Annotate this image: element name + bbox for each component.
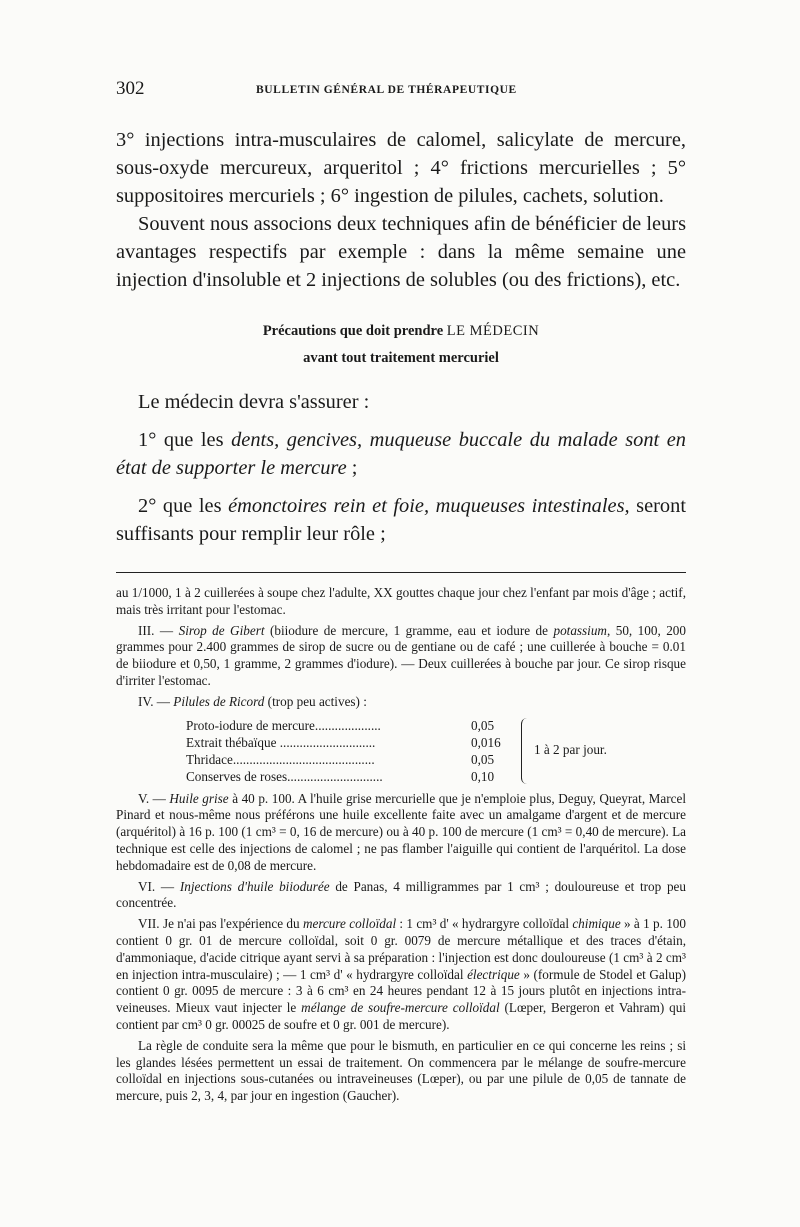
footnote-vii-em: mercure colloïdal bbox=[302, 916, 397, 932]
formula-row bbox=[186, 768, 606, 785]
formula-ingredient: Thridace........................................... bbox=[186, 751, 375, 767]
page bbox=[116, 78, 686, 1105]
footnote-divider bbox=[116, 572, 686, 573]
footnote-iv bbox=[116, 694, 686, 711]
formula-dose: 1 à 2 par jour. bbox=[534, 741, 607, 757]
footnote-vii bbox=[116, 916, 686, 1034]
item2-prefix: 2° que les bbox=[138, 495, 229, 517]
page-number: 302 bbox=[116, 78, 145, 99]
formula-quantity: 0,10 bbox=[471, 768, 495, 784]
running-title: BULLETIN GÉNÉRAL DE THÉRAPEUTIQUE bbox=[256, 84, 517, 96]
formula-ingredient: Proto-iodure de mercure.................... bbox=[186, 717, 381, 733]
footnote-vi-label: VI. — bbox=[138, 878, 180, 894]
item1-prefix: 1° que les bbox=[138, 429, 232, 451]
footnote-vii-text: : 1 cm³ d' « hydrargyre colloïdal bbox=[396, 916, 573, 932]
pill-formula bbox=[186, 717, 606, 785]
formula-ingredient: Conserves de roses............................. bbox=[186, 768, 383, 784]
footnote-vi-text: de Panas, 4 milligrammes par 1 cm³ ; douloureuse et trop peu concentrée. bbox=[116, 878, 686, 911]
footnote-vii-em: chimique bbox=[572, 916, 621, 932]
formula-brace bbox=[521, 718, 530, 784]
footnote-iii-text-2: , 50, 100, 200 grammes pour 2.400 grammes de sirop de sucre ou de gentiane ou de café ; une cuillerée à bouche = 0.01 de biiodure et 0,50, 1 gramme, 2 grammes d'iodure). — Deux cuillerées à bouche par jour. Ce sirop risque d'irriter l'estomac. bbox=[116, 622, 686, 688]
section-title-smallcaps: LE MÉDECIN bbox=[446, 323, 540, 339]
formula-row bbox=[186, 717, 606, 734]
footnote-vii-text: » à 1 p. 100 contient 0 gr. 01 de mercure colloïdal, soit 0 gr. 0079 de mercure métallique et des traces d'étain, d'ammoniaque, d'acide citrique ayant servi à sa préparation : l'injection est donc douloureuse (1 cm³ à 2 cm³ en injection intra-musculaire) ; — 1 cm³ d' « hydrargyre colloïdal bbox=[116, 916, 686, 982]
footnote-vii-text: Je n'ai pas l'expérience du bbox=[162, 916, 303, 932]
footnote-vii-em: mélange de soufre-mercure colloïdal bbox=[301, 1000, 500, 1016]
footnote-v-text: à 40 p. 100. A l'huile grise mercurielle que je n'emploie plus, Deguy, Queyrat, Marcel Pinard et nous-même nous préférons une huile excellente faite avec un amalgame d'argent et de mercure (arquéritol) à 16 p. 100 (1 cm³ = 0, 16 de mercure) ou à 40 p. 100 de mercure (1 cm³ = 0,40 de mercure). La technique est celle des injections de calomel ; ne pas flamber l'aiguille qui contient de l'arquéritol. La dose hebdomadaire est de 0,08 de mercure. bbox=[116, 790, 686, 873]
formula-quantity: 0,05 bbox=[471, 751, 495, 767]
section-title-line-2: avant tout traitement mercuriel bbox=[303, 350, 499, 366]
footnote-rule-of-conduct: La règle de conduite sera la même que pour le bismuth, en particulier en ce qui concerne les reins ; si les glandes lésées permettent un essai de traitement. On commencera par le mélange de soufre-mercure colloïdal en injections sous-cutanées ou intraveineuses (Lœper), ou par une pilule de 0,05 de tannate de mercure, puis 2, 3, 4, par jour en ingestion (Gaucher). bbox=[116, 1037, 686, 1104]
footnote-v bbox=[116, 791, 686, 875]
item2-emphasis: émonctoires rein et foie, muqueuses intestinales, bbox=[228, 495, 630, 517]
footnote-iii-label: III. — bbox=[138, 622, 179, 638]
footnote-iii-em: potassium bbox=[553, 622, 607, 638]
footnote-v-title: Huile grise bbox=[169, 790, 229, 806]
footnote-iv-title: Pilules de Ricord bbox=[173, 693, 265, 709]
footnote-vi bbox=[116, 879, 686, 913]
section-title-bold: Précautions que doit prendre bbox=[262, 323, 444, 339]
footnote-vii-label: VII. bbox=[138, 916, 163, 932]
list-item-2 bbox=[116, 492, 686, 548]
formula-ingredient: Extrait thébaïque ............................. bbox=[186, 734, 376, 750]
footnote-continuation: au 1/1000, 1 à 2 cuillerées à soupe chez l'adulte, XX gouttes chaque jour chez l'enfant par mois d'âge ; actif, mais très irritant pour l'estomac. bbox=[116, 585, 686, 617]
footnote-iv-label: IV. — bbox=[138, 693, 174, 709]
formula-quantity: 0,05 bbox=[471, 717, 495, 733]
item1-emphasis: dents, gencives, muqueuse buccale du malade sont en état de supporter le mercure bbox=[116, 429, 687, 479]
footnote-iv-text: (trop peu actives) : bbox=[264, 693, 367, 709]
section-lead: Le médecin devra s'assurer : bbox=[138, 391, 370, 413]
footnote-vii-em: électrique bbox=[467, 966, 520, 982]
section-title-line-1 bbox=[116, 318, 686, 345]
footnote-v-label: V. — bbox=[138, 790, 170, 806]
item1-suffix: ; bbox=[346, 457, 358, 479]
paragraph-2: Souvent nous associons deux techniques afin de bénéficier de leurs avantages respectifs par exemple : dans la même semaine une injection d'insoluble et 2 injections de solubles (ou des frictions), etc. bbox=[116, 213, 686, 291]
section-title bbox=[116, 318, 686, 372]
formula-quantity: 0,016 bbox=[471, 734, 501, 750]
footnote-iii bbox=[116, 623, 686, 690]
list-item-1 bbox=[116, 426, 686, 482]
footnote-iii-title: Sirop de Gibert bbox=[178, 622, 265, 638]
footnote-vii-text: (Lœper, Bergeron et Vahram) qui contient par cm³ 0 gr. 00025 de soufre et 0 gr. 001 de mercure). bbox=[116, 1000, 686, 1032]
footnote-vi-title: Injections d'huile biiodurée bbox=[179, 878, 330, 894]
item2-suffix: seront suffisants pour remplir leur rôle ; bbox=[116, 495, 686, 545]
footnote-iii-text: (biiodure de mercure, 1 gramme, eau et iodure de bbox=[264, 622, 554, 638]
footnotes bbox=[116, 585, 686, 1105]
footnote-vii-text: » (formule de Stodel et Galup) contient 0 gr. 0095 de mercure : 3 à 6 cm³ en 24 heures pendant 12 à 15 jours plutôt en injections intra-veineuses. Mieux vaut injecter le bbox=[116, 966, 686, 1016]
page-header bbox=[116, 78, 686, 102]
paragraph-1: 3° injections intra-musculaires de calomel, salicylate de mercure, sous-oxyde mercureux, arqueritol ; 4° frictions mercurielles ; 5° suppositoires mercuriels ; 6° ingestion de pilules, cachets, solution. bbox=[116, 129, 686, 207]
